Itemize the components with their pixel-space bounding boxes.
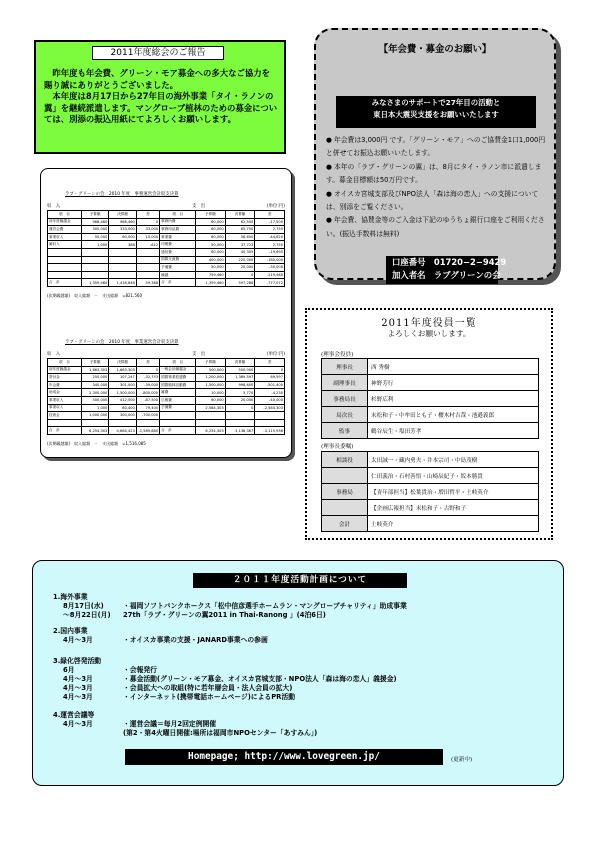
fee-subtitle-line: 東日本大震災支援をお願いいたします — [373, 110, 499, 119]
finance-table-1 — [47, 210, 285, 287]
finance-header-row — [48, 359, 285, 367]
report-body-text: 昨年度も年会費、グリーン・モア募金への多大なご協力を賜り誠にありがとうございました。 本年度は8月17日から27年目の海外事業「タイ・ラノンの翼」を継続派遣します。マングローブ植林のための募金については、別添の振込用紙にてよろしくお願いします。 — [44, 68, 278, 125]
finance-row — [48, 271, 285, 279]
officer-role — [322, 500, 368, 516]
finance-row — [48, 248, 285, 256]
finance-cell: 340,000 — [81, 381, 109, 389]
finance-header-cell: 予算額 — [196, 359, 226, 367]
finance-cell: 300,000 — [81, 226, 109, 234]
finance-cell: 50,000 — [81, 233, 109, 241]
finance-cell: 37,723 — [225, 241, 255, 249]
finance-row — [48, 241, 285, 249]
finance-cell: 繰越 — [160, 271, 196, 279]
finance-cell: 1,500,000 — [109, 389, 137, 397]
finance-cell: 412,500 — [109, 396, 137, 404]
officer-names: 神野芳行 — [368, 375, 539, 391]
appointed-officers-table — [321, 451, 539, 532]
finance-header-cell: 決算額 — [225, 211, 255, 219]
finance-row — [48, 279, 285, 287]
finance-cell: 50,000 — [196, 241, 226, 249]
finance-cell: -777,072 — [255, 279, 285, 287]
plan-row — [53, 729, 317, 738]
finance-table2-caption: ラブ・グリーンの会 2010 年度 事業運営会計収支決算 — [65, 340, 179, 345]
finance-cell: 1,663,303 — [81, 366, 109, 374]
finance-cell: 国際事業派遣費 — [160, 374, 196, 382]
finance-row — [48, 396, 285, 404]
fee-item: ● 年会費、協賛金等のご入金は下記のゆうちょ銀行口座をご利用ください。(振込手数料は無料) — [326, 214, 548, 241]
finance-cell: 1,369,597 — [225, 374, 255, 382]
finance-cell: 前年度繰越金 — [48, 366, 82, 374]
finance-cell: 3,138,367 — [225, 427, 255, 435]
plan-row — [53, 684, 397, 693]
finance-cell: 1,000 — [81, 241, 109, 249]
finance-cell: 59,388 — [136, 279, 159, 287]
finance-cell: 80,000 — [196, 233, 226, 241]
plan-date: 4月～3月 — [63, 693, 93, 701]
fee-item: ● 年会費は3,000円 です。「グリーン・モア」へのご協賛金1口1,000円と併せてお振込お願いいたします。 — [326, 134, 548, 161]
finance-header-cell: 項 目 — [48, 359, 82, 367]
finance-cell: 500,000 — [81, 396, 109, 404]
finance-row — [48, 256, 285, 264]
finance-cell: 1,000,000 — [81, 412, 109, 420]
officer-row — [322, 484, 539, 500]
finance-cell — [196, 419, 226, 427]
finance-cell — [109, 419, 137, 427]
finance-cell: 1,663,303 — [109, 366, 137, 374]
finance-cell: 0 — [136, 366, 159, 374]
finance-cell: 10,000 — [196, 389, 226, 397]
unit-label: (単位:円) — [266, 204, 285, 209]
finance-cell — [109, 256, 137, 264]
finance-cell: -17,500 — [255, 218, 285, 226]
officer-row — [322, 391, 539, 407]
finance-cell — [136, 264, 159, 272]
finance-cell: 60,000 — [196, 218, 226, 226]
finance-cell: 300,000 — [109, 412, 137, 420]
finance-cell: 65,750 — [225, 226, 255, 234]
plan-row — [53, 693, 397, 702]
finance-header-cell: 差 — [255, 211, 285, 219]
finance-cell: 事業収入 — [48, 404, 82, 412]
finance-cell: 雑費 — [160, 389, 196, 397]
plan-date: ～8月22日(月) — [63, 611, 111, 619]
finance-cell: 40,305 — [225, 248, 255, 256]
finance-cell: 79,400 — [136, 404, 159, 412]
plan-row — [53, 666, 397, 675]
homepage-link[interactable]: Homepage; http://www.lovegreen.jp/ — [125, 749, 443, 765]
finance-cell — [136, 271, 159, 279]
finance-header-cell: 差 — [136, 211, 159, 219]
finance-header-cell: 決算額 — [109, 211, 137, 219]
plan-row — [53, 675, 397, 684]
finance-cell: -3,115,936 — [255, 427, 285, 435]
fee-subtitle — [336, 96, 536, 128]
finance-cell: -219,460 — [255, 271, 285, 279]
officer-names: 仁田義治・石村善悟・山崎辰紀子・坂本勝貴 — [368, 468, 539, 484]
plan-date: 4月～3月 — [63, 720, 93, 728]
plan-row — [53, 720, 317, 729]
fee-subtitle-line: みなさまのサポートで27年目の活動と — [371, 98, 501, 107]
finance-cell: 前年度繰越金 — [48, 218, 82, 226]
officer-role: 局次長 — [322, 407, 368, 423]
finance-header-cell: 項 目 — [160, 359, 196, 367]
finance-row — [48, 226, 285, 234]
finance-cell: 107,247 — [109, 374, 137, 382]
finance-row — [48, 366, 285, 374]
finance-cell: -87,500 — [136, 396, 159, 404]
finance-cell: 597,288 — [225, 279, 255, 287]
finance-cell: 400,000 — [196, 256, 226, 264]
finance-cell: 968,460 — [109, 218, 137, 226]
account-holder-name: 加入者名 ラブグリーンの会 — [392, 270, 501, 280]
finance-cell: 759,460 — [196, 271, 226, 279]
finance-cell — [109, 264, 137, 272]
finance-cell — [48, 419, 82, 427]
finance-cell: 事業費 — [160, 233, 196, 241]
plan-date: 4月～3月 — [63, 684, 93, 692]
officers-subtitle: よろしくお願いします。 — [387, 329, 471, 338]
finance-row — [48, 404, 285, 412]
officer-names: 【企画広報担当】末松和子・古野和子 — [368, 500, 539, 516]
finance-row — [48, 233, 285, 241]
plan-date: 8月17日(水) — [63, 602, 104, 610]
finance-cell: -700,000 — [136, 412, 159, 420]
plan-date — [53, 729, 123, 738]
plan-activity: ・募金活動(グリーン・モア募金、オイスカ宮城支部・NPO法人「森は海の恋人」義援金) — [123, 675, 397, 683]
finance-cell: -612 — [136, 241, 159, 249]
finance-cell: 69,597 — [255, 374, 285, 382]
fee-item: ● オイスカ宮城支部及びNPO法人「森は海の恋人」への支援については、別添をご覧ください。 — [326, 188, 548, 215]
finance-cell: 1,000 — [81, 404, 109, 412]
finance-table1-caption: ラブ・グリーンの会 2010 年度 事務運営会計収支決算 — [65, 192, 179, 197]
finance-row — [48, 381, 285, 389]
officer-row — [322, 516, 539, 532]
officer-row — [322, 452, 539, 468]
finance-cell: 2,584,303 — [196, 404, 226, 412]
plan-activity: ・福岡ソフトバンクホークス「松中信彦選手ホームラン・マングローブチャリティ」助成事業 — [123, 602, 407, 610]
plan-row — [53, 602, 407, 611]
finance-cell: -30,000 — [255, 264, 285, 272]
finance-cell — [81, 256, 109, 264]
finance-cell: -2,584,303 — [255, 404, 285, 412]
finance-cell — [109, 271, 137, 279]
plan-section — [53, 657, 397, 702]
finance-cell: 通信費 — [160, 248, 196, 256]
finance-cell: 50,000 — [196, 264, 226, 272]
finance-cell: 予備費 — [160, 264, 196, 272]
officer-row — [322, 407, 539, 423]
finance-cell: 968,460 — [81, 218, 109, 226]
finance-cell — [81, 248, 109, 256]
finance-cell — [109, 248, 137, 256]
finance-cell — [81, 419, 109, 427]
finance-cell — [136, 256, 159, 264]
finance-cell: 1,359,460 — [196, 279, 226, 287]
expense-label: 支 出 — [191, 204, 206, 209]
finance-cell: 58,650 — [225, 233, 255, 241]
officers-title: 2011年度役員一覧 — [381, 318, 477, 329]
finance-header-cell: 予算額 — [81, 211, 109, 219]
finance-cell: 10,000 — [136, 233, 159, 241]
finance-cell: 広報費 — [160, 396, 196, 404]
plan-activity: 27th「ラブ・グリーンの翼2011 in Thai-Ranong 」(4泊6日) — [123, 611, 326, 619]
finance-cell — [196, 412, 226, 420]
finance-cell: 寄付金 — [48, 374, 82, 382]
finance-cell: 4,664,423 — [109, 427, 137, 435]
report-title: 2011年度総会のご報告 — [92, 46, 224, 60]
finance-cell: 0 — [225, 404, 255, 412]
finance-header-cell: 予算額 — [196, 211, 226, 219]
finance-cell: 年会費 — [48, 381, 82, 389]
officer-names: 末松和子・中牟田とも子・櫻木村吉哉・池邉義郎 — [368, 407, 539, 423]
finance-header-cell: 項 目 — [48, 211, 82, 219]
plan-section-heading: 1.海外事業 — [53, 593, 88, 601]
finance-cell: 0 — [136, 218, 159, 226]
finance-header-row — [48, 211, 285, 219]
finance-header-cell: 予算額 — [81, 359, 109, 367]
finance-cell — [48, 271, 82, 279]
appointed-group-label: (理事長委嘱) — [321, 444, 354, 450]
finance-table1-header-labels — [47, 203, 285, 209]
finance-cell — [255, 419, 285, 427]
finance-cell: 0 — [225, 271, 255, 279]
finance-cell: 301,000 — [109, 381, 137, 389]
plan-section-heading: 4.運営会議等 — [53, 711, 95, 719]
officer-role: 会計 — [322, 516, 368, 532]
plan-title: ２０１１年度活動計画について — [193, 573, 407, 588]
finance-cell: 333,000 — [109, 226, 137, 234]
finance-table2-footnote: (次期繰越額) 収入総額 － 支出総額 =1,516,085 — [47, 441, 146, 446]
finance-cell: 250,000 — [81, 374, 109, 382]
account-number: 口座番号 01720−2−9429 — [392, 257, 507, 267]
officer-names: 【青年部担当】松葉貴治・増田哲平・土岐英介 — [368, 484, 539, 500]
finance-cell — [48, 256, 82, 264]
officer-role: 相談役 — [322, 452, 368, 468]
finance-cell: -19,695 — [255, 248, 285, 256]
officer-row — [322, 359, 539, 375]
plan-activity: (第2・第4火曜日開催:場所は福岡市NPOセンター「あすみん」) — [123, 729, 318, 737]
plan-activity: ・会報発行 — [123, 666, 157, 674]
officer-role: 副理事長 — [322, 375, 368, 391]
finance-table2-header-labels — [47, 351, 285, 357]
finance-table-2 — [47, 358, 285, 435]
plan-section — [53, 627, 268, 645]
expense-label: 支 出 — [191, 352, 206, 357]
finance-cell: 国際交流費 — [160, 256, 196, 264]
finance-cell: 1,418,848 — [109, 279, 137, 287]
plan-date: 4月～3月 — [63, 675, 93, 683]
finance-cell — [255, 412, 285, 420]
plan-date: 4月～3月 — [63, 636, 93, 644]
annual-meeting-report-box — [34, 40, 286, 154]
unit-label: (単位:円) — [266, 352, 285, 357]
officers-list-box — [305, 308, 553, 540]
finance-cell: 合 計 — [160, 427, 196, 435]
finance-cell: 998,600 — [225, 381, 255, 389]
finance-cell: 雑収入 — [48, 241, 82, 249]
finance-cell — [136, 248, 159, 256]
finance-row — [48, 264, 285, 272]
finance-cell: 60,000 — [196, 396, 226, 404]
finance-cell — [48, 248, 82, 256]
finance-cell: 62,500 — [225, 218, 255, 226]
finance-cell: 1,359,460 — [81, 279, 109, 287]
finance-cell: 1,500,000 — [196, 381, 226, 389]
finance-cell — [48, 264, 82, 272]
finance-cell: -40,000 — [255, 396, 285, 404]
financial-statements-box — [40, 168, 292, 458]
income-label: 収 入 — [47, 204, 61, 209]
plan-section — [53, 593, 407, 620]
finance-row — [48, 412, 285, 420]
finance-row — [48, 218, 285, 226]
finance-row — [48, 374, 285, 382]
plan-activity: ・会員拡大への取組(特に若年層会員・法人会員の拡大) — [123, 684, 293, 692]
finance-cell: -180,000 — [255, 256, 285, 264]
finance-cell — [160, 419, 196, 427]
plan-section-heading: 3.緑化啓発活動 — [53, 657, 102, 665]
finance-row — [48, 389, 285, 397]
finance-cell: 388 — [109, 241, 137, 249]
finance-table1-footnote: (次期繰越額) 収入総額 － 支出総額 =821,560 — [47, 293, 143, 298]
officer-role: 理事長 — [322, 359, 368, 375]
report-body — [44, 68, 278, 126]
finance-cell: 事務所費 — [160, 218, 196, 226]
finance-cell: 事務用品費 — [160, 226, 196, 234]
finance-cell: -501,400 — [255, 381, 285, 389]
finance-cell: 0 — [255, 366, 285, 374]
finance-cell: 国際植林活動費 — [160, 381, 196, 389]
finance-row — [48, 427, 285, 435]
plan-section — [53, 711, 317, 738]
plan-section-heading: 2.国内事業 — [53, 627, 88, 635]
officer-row — [322, 468, 539, 484]
bank-account-block — [386, 256, 507, 284]
plan-activity: ・オイスカ事業の支援・JANARD事業への参画 — [123, 636, 268, 644]
membership-fee-request-box — [314, 28, 556, 280]
officer-row — [322, 375, 539, 391]
officer-role: 事務局長 — [322, 391, 368, 407]
board-officers-table — [321, 358, 539, 439]
finance-cell: 33,000 — [136, 226, 159, 234]
fee-items-list — [326, 134, 548, 241]
activity-plan-box — [32, 560, 564, 786]
finance-cell: 500,000 — [196, 366, 226, 374]
finance-cell: 合 計 — [48, 279, 82, 287]
finance-row — [48, 419, 285, 427]
finance-cell: 2,300,000 — [81, 389, 109, 397]
officer-names: 杉野広利 — [368, 391, 539, 407]
officer-names: 鶴谷辰生・塩田芳孝 — [368, 423, 539, 439]
plan-activity: ・運営会議＝毎月2回定例開催 — [123, 720, 217, 728]
finance-cell: -39,000 — [136, 381, 159, 389]
finance-cell: 運営会費 — [48, 226, 82, 234]
plan-date: 6月 — [63, 666, 75, 674]
finance-cell: 合 計 — [160, 279, 196, 287]
finance-cell: 2,750 — [255, 241, 285, 249]
finance-cell: -1,589,880 — [136, 427, 159, 435]
finance-cell: 500,000 — [225, 366, 255, 374]
finance-cell: 合 計 — [48, 427, 82, 435]
officer-role: 監事 — [322, 423, 368, 439]
officer-role: 事務局 — [322, 484, 368, 500]
finance-cell: 技術会 — [48, 412, 82, 420]
finance-header-cell: 差 — [136, 359, 159, 367]
finance-cell: -4,230 — [255, 389, 285, 397]
finance-cell: 事業収入 — [48, 396, 82, 404]
officer-names: 西 秀樹 — [368, 359, 539, 375]
finance-cell: -44,620 — [255, 233, 285, 241]
finance-header-cell: 項 目 — [160, 211, 196, 219]
fee-title: 【年会費・募金のお願い】 — [378, 44, 492, 55]
finance-cell: 6,254,303 — [196, 427, 226, 435]
finance-cell — [136, 419, 159, 427]
plan-activity: ・インターネット(携帯電話ホームページ)によるPR活動 — [123, 693, 296, 701]
officer-names: 太田誠一・藏内勇夫・井本宗司・中島茂樹 — [368, 452, 539, 468]
officer-row — [322, 500, 539, 516]
finance-cell: 1,200,000 — [196, 374, 226, 382]
finance-cell: 20,000 — [225, 396, 255, 404]
finance-cell — [81, 271, 109, 279]
officer-names: 土岐英介 — [368, 516, 539, 532]
plan-row — [53, 636, 268, 645]
board-group-label: (理事会役員) — [321, 352, 354, 358]
finance-cell — [160, 412, 196, 420]
plan-row — [53, 611, 407, 620]
finance-cell: 220,000 — [225, 256, 255, 264]
finance-cell: 20,000 — [225, 264, 255, 272]
income-label: 収 入 — [47, 352, 61, 357]
finance-header-cell: 決算額 — [109, 359, 137, 367]
finance-cell: 60,000 — [196, 226, 226, 234]
finance-cell: 80,400 — [109, 404, 137, 412]
finance-header-cell: 決算額 — [225, 359, 255, 367]
finance-cell: 5,770 — [225, 389, 255, 397]
fee-item: ● 本年の「ラブ・グリーンの翼」は、8月にタイ・ラノン市に派遣します。募金目標額は50万円です。 — [326, 161, 548, 188]
finance-cell — [225, 419, 255, 427]
finance-cell: 事業収入 — [48, 233, 82, 241]
finance-header-cell: 差 — [255, 359, 285, 367]
finance-cell: 60,000 — [109, 233, 137, 241]
finance-cell: -800,000 — [136, 389, 159, 397]
finance-cell: 2,750 — [255, 226, 285, 234]
update-note: (更新中) — [451, 757, 473, 763]
finance-cell: 60,000 — [196, 248, 226, 256]
finance-cell: 予備費 — [160, 404, 196, 412]
officer-row — [322, 423, 539, 439]
finance-cell: 助成金 — [48, 389, 82, 397]
officer-role — [322, 468, 368, 484]
finance-cell: 印刷費 — [160, 241, 196, 249]
finance-cell: 6,254,303 — [81, 427, 109, 435]
finance-cell — [81, 264, 109, 272]
finance-cell: 一般会計繰越金 — [160, 366, 196, 374]
finance-cell — [225, 412, 255, 420]
finance-cell: -32,753 — [136, 374, 159, 382]
